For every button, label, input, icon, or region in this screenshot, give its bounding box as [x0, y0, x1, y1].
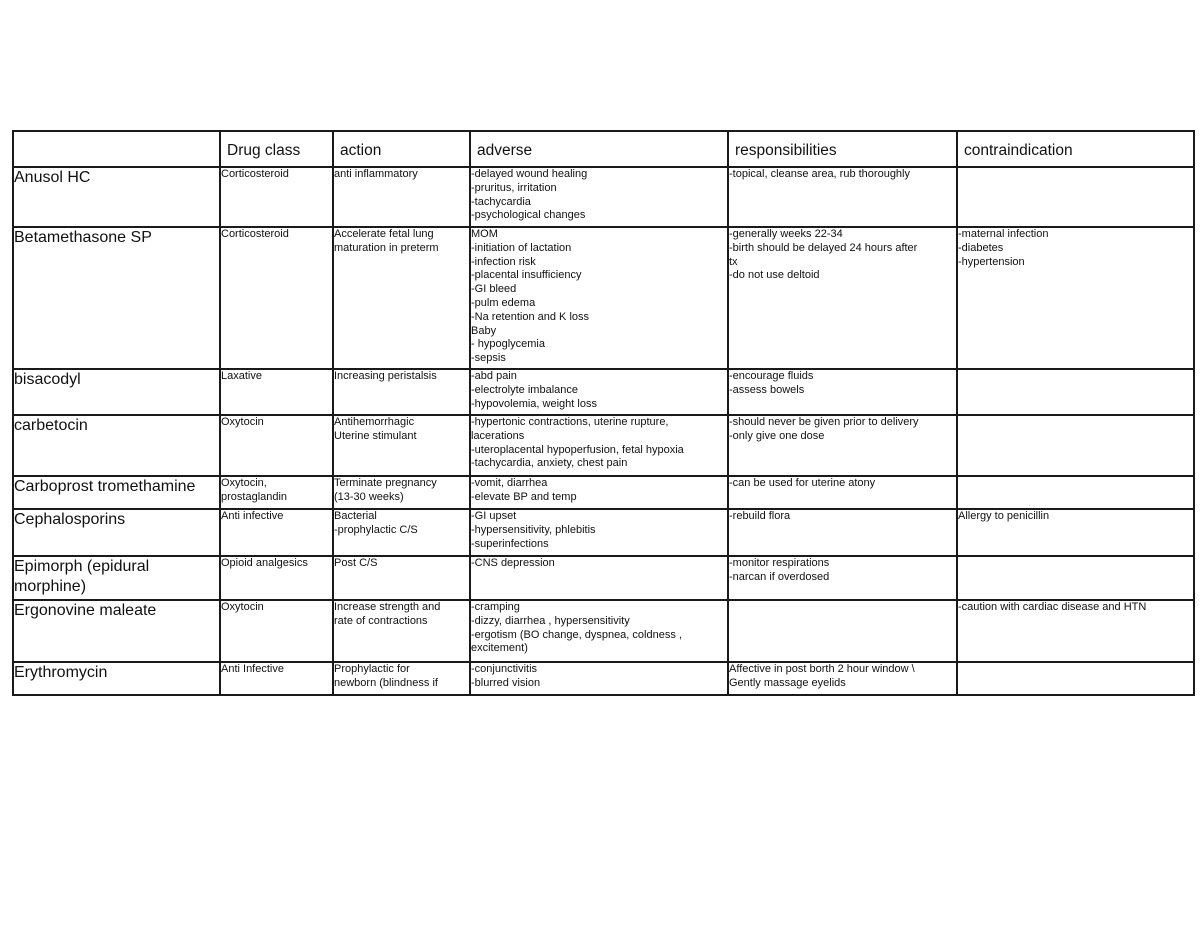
cell-line: -tachycardia, anxiety, chest pain [471, 457, 628, 470]
drug-name-cell: Anusol HC [13, 167, 220, 227]
cell-line: -superinfections [471, 537, 549, 550]
cell-line: -CNS depression [471, 557, 555, 569]
cell-line: Corticosteroid [221, 168, 289, 180]
action-cell [333, 662, 470, 695]
cell-line: - hypoglycemia [471, 338, 545, 351]
cell-line: -infection risk [471, 255, 536, 268]
drug-name-cell: Ergonovine maleate [13, 600, 220, 662]
cell-line: -encourage fluids [729, 370, 814, 382]
action-cell [333, 476, 470, 509]
cell-line: -dizzy, diarrhea , hypersensitivity [471, 614, 630, 627]
drug-name-cell: Betamethasone SP [13, 227, 220, 369]
responsibilities-cell [728, 600, 957, 662]
table-row [13, 600, 1194, 662]
cell-line: -only give one dose [729, 429, 825, 442]
action-cell [333, 600, 470, 662]
adverse-cell [470, 509, 728, 556]
header-responsibilities: responsibilities [728, 131, 957, 167]
adverse-cell [470, 556, 728, 600]
cell-line: -topical, cleanse area, rub thoroughly [729, 168, 910, 180]
cell-line: newborn (blindness if [334, 676, 438, 689]
cell-line: -conjunctivitis [471, 663, 538, 675]
cell-line: Oxytocin [221, 416, 264, 428]
cell-line: -assess bowels [729, 383, 805, 396]
cell-line: -psychological changes [471, 209, 586, 222]
responsibilities-cell [728, 662, 957, 695]
cell-line: -GI upset [471, 510, 517, 522]
cell-line: -delayed wound healing [471, 168, 588, 180]
cell-line: -uteroplacental hypoperfusion, fetal hypoxia [471, 443, 684, 456]
action-cell [333, 509, 470, 556]
header-action: action [333, 131, 470, 167]
cell-line: Antihemorrhagic [334, 416, 415, 428]
action-cell [333, 227, 470, 369]
cell-line: MOM [471, 228, 498, 240]
cell-line: tx [729, 255, 738, 268]
drug-name-cell: carbetocin [13, 415, 220, 476]
adverse-cell [470, 167, 728, 227]
adverse-cell [470, 415, 728, 476]
cell-line: -prophylactic C/S [334, 523, 418, 536]
table-row [13, 415, 1194, 476]
table-row [13, 662, 1194, 695]
contraindication-cell [957, 556, 1194, 600]
cell-line: -vomit, diarrhea [471, 477, 548, 489]
cell-line: Opioid analgesics [221, 557, 308, 569]
contraindication-cell [957, 415, 1194, 476]
drug-class-cell [220, 509, 333, 556]
drug-name-cell: Cephalosporins [13, 509, 220, 556]
cell-line: -sepsis [471, 352, 506, 365]
responsibilities-cell [728, 509, 957, 556]
cell-line: -hypertension [958, 255, 1025, 268]
cell-line: -hypertonic contractions, uterine rupture, [471, 416, 669, 428]
cell-line: Oxytocin [221, 601, 264, 613]
cell-line: -ergotism (BO change, dyspnea, coldness , [471, 628, 682, 641]
cell-line: -birth should be delayed 24 hours after [729, 241, 918, 254]
cell-line: -GI bleed [471, 283, 517, 296]
drug-name-cell: bisacodyl [13, 369, 220, 415]
adverse-cell [470, 476, 728, 509]
cell-line: -can be used for uterine atony [729, 477, 876, 489]
cell-line: -tachycardia [471, 195, 531, 208]
contraindication-cell [957, 369, 1194, 415]
action-cell [333, 556, 470, 600]
header-contraindication: contraindication [957, 131, 1194, 167]
responsibilities-cell [728, 476, 957, 509]
header-adverse: adverse [470, 131, 728, 167]
cell-line: -blurred vision [471, 676, 541, 689]
responsibilities-cell [728, 369, 957, 415]
adverse-cell [470, 662, 728, 695]
cell-line: -abd pain [471, 370, 517, 382]
responsibilities-cell [728, 556, 957, 600]
cell-line: Gently massage eyelids [729, 676, 846, 689]
cell-line: (13-30 weeks) [334, 490, 404, 503]
cell-line: -Na retention and K loss [471, 310, 590, 323]
cell-line: -generally weeks 22-34 [729, 228, 843, 240]
cell-line: -placental insufficiency [471, 269, 582, 282]
drug-class-cell [220, 600, 333, 662]
header-drug-name [13, 131, 220, 167]
cell-line: rate of contractions [334, 614, 428, 627]
responsibilities-cell [728, 167, 957, 227]
table-row [13, 167, 1194, 227]
cell-line: Anti infective [221, 510, 284, 522]
table-body [13, 167, 1194, 695]
cell-line: -electrolyte imbalance [471, 383, 578, 396]
adverse-cell [470, 369, 728, 415]
cell-line: Laxative [221, 370, 262, 382]
cell-line: Increasing peristalsis [334, 370, 437, 382]
cell-line: -pulm edema [471, 296, 536, 309]
responsibilities-cell [728, 415, 957, 476]
adverse-cell [470, 600, 728, 662]
contraindication-cell [957, 600, 1194, 662]
cell-line: -narcan if overdosed [729, 570, 830, 583]
contraindication-cell [957, 662, 1194, 695]
cell-line: -monitor respirations [729, 557, 830, 569]
responsibilities-cell [728, 227, 957, 369]
cell-line: -initiation of lactation [471, 241, 572, 254]
action-cell [333, 369, 470, 415]
cell-line: -cramping [471, 601, 520, 613]
contraindication-cell [957, 227, 1194, 369]
cell-line: lacerations [471, 429, 525, 442]
cell-line: -do not use deltoid [729, 269, 820, 282]
table-row [13, 227, 1194, 369]
cell-line: Terminate pregnancy [334, 477, 437, 489]
drug-class-cell [220, 556, 333, 600]
header-drug-class: Drug class [220, 131, 333, 167]
drug-class-cell [220, 415, 333, 476]
drug-class-cell [220, 167, 333, 227]
drug-name-cell: Carboprost tromethamine [13, 476, 220, 509]
cell-line: Prophylactic for [334, 663, 410, 675]
drug-table [12, 130, 1195, 696]
cell-line: Bacterial [334, 510, 377, 522]
cell-line: Accelerate fetal lung [334, 228, 434, 240]
cell-line: Uterine stimulant [334, 429, 417, 442]
cell-line: -caution with cardiac disease and HTN [958, 601, 1147, 613]
cell-line: maturation in preterm [334, 241, 439, 254]
table-row [13, 509, 1194, 556]
adverse-cell [470, 227, 728, 369]
header-row [13, 131, 1194, 167]
cell-line: prostaglandin [221, 490, 288, 503]
drug-class-cell [220, 369, 333, 415]
drug-class-cell [220, 227, 333, 369]
cell-line: Affective in post borth 2 hour window \ [729, 663, 915, 675]
action-cell [333, 415, 470, 476]
cell-line: -elevate BP and temp [471, 490, 577, 503]
cell-line: -hypersensitivity, phlebitis [471, 523, 596, 536]
drug-name-cell: Erythromycin [13, 662, 220, 695]
cell-line: Allergy to penicillin [958, 510, 1050, 522]
cell-line: anti inflammatory [334, 168, 418, 180]
cell-line: -rebuild flora [729, 510, 791, 522]
cell-line: Increase strength and [334, 601, 441, 613]
cell-line: Post C/S [334, 557, 378, 569]
drug-class-cell [220, 662, 333, 695]
contraindication-cell [957, 476, 1194, 509]
table-row [13, 369, 1194, 415]
cell-line: Baby [471, 324, 497, 337]
cell-line: -maternal infection [958, 228, 1049, 240]
drug-name-cell: Epimorph (epidural morphine) [13, 556, 220, 600]
contraindication-cell [957, 167, 1194, 227]
table-row [13, 556, 1194, 600]
cell-line: Corticosteroid [221, 228, 289, 240]
cell-line: -hypovolemia, weight loss [471, 397, 597, 410]
action-cell [333, 167, 470, 227]
cell-line: excitement) [471, 642, 528, 655]
cell-line: -should never be given prior to delivery [729, 416, 919, 428]
cell-line: -pruritus, irritation [471, 181, 557, 194]
contraindication-cell [957, 509, 1194, 556]
table-row [13, 476, 1194, 509]
cell-line: -diabetes [958, 241, 1004, 254]
drug-class-cell [220, 476, 333, 509]
cell-line: Oxytocin, [221, 477, 267, 489]
cell-line: Anti Infective [221, 663, 284, 675]
